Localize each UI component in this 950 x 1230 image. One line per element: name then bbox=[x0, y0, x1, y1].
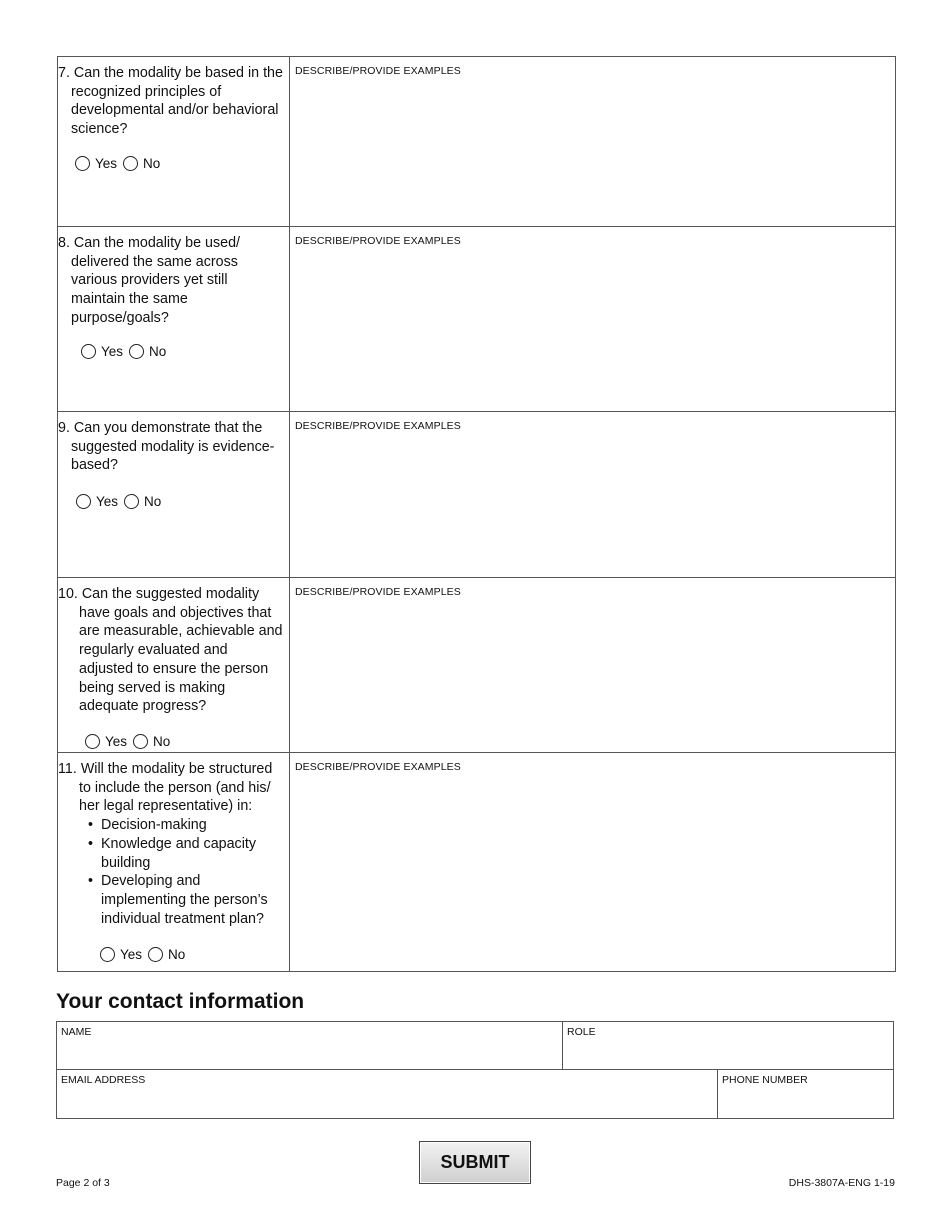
question-8-yes-radio[interactable] bbox=[81, 344, 96, 359]
question-cell-8 bbox=[58, 227, 290, 412]
question-7-text: 7. Can the modality be based in the recognized principles of developmental and/or behavioral science? bbox=[58, 65, 283, 138]
answer-input-10[interactable] bbox=[294, 602, 891, 748]
question-11-text: 11. Will the modality be structured to include the person (and his/ her legal representative) in: bbox=[58, 761, 273, 815]
question-cell-7 bbox=[58, 57, 290, 227]
describe-label-9: DESCRIBE/PROVIDE EXAMPLES bbox=[295, 420, 461, 432]
describe-label-10: DESCRIBE/PROVIDE EXAMPLES bbox=[295, 586, 461, 598]
answer-cell-11 bbox=[290, 753, 896, 972]
phone-label: PHONE NUMBER bbox=[722, 1074, 808, 1086]
question-row-8 bbox=[58, 227, 896, 412]
question-9-yes-radio[interactable] bbox=[76, 494, 91, 509]
phone-field[interactable] bbox=[722, 1092, 889, 1114]
answer-cell-8 bbox=[290, 227, 896, 412]
answer-cell-7 bbox=[290, 57, 896, 227]
question-row-7 bbox=[58, 57, 896, 227]
answer-cell-10 bbox=[290, 578, 896, 753]
name-cell bbox=[57, 1022, 563, 1070]
question-8-text: 8. Can the modality be used/ delivered the same across various providers yet still maintain the same purpose/goals? bbox=[58, 235, 241, 326]
describe-label-11: DESCRIBE/PROVIDE EXAMPLES bbox=[295, 761, 461, 773]
list-item: • Decision-making bbox=[88, 817, 207, 834]
question-10-yes-no: Yes No bbox=[85, 734, 176, 749]
question-cell-10 bbox=[58, 578, 290, 753]
list-item: • Knowledge and capacity building bbox=[88, 835, 256, 871]
email-field[interactable] bbox=[61, 1092, 713, 1114]
question-7-yes-no: Yes No bbox=[75, 156, 166, 171]
contact-form bbox=[56, 1021, 894, 1119]
phone-cell bbox=[718, 1070, 893, 1118]
question-11-no-radio[interactable] bbox=[148, 947, 163, 962]
question-9-yes-no: Yes No bbox=[76, 494, 167, 509]
name-label: NAME bbox=[61, 1026, 92, 1038]
email-label: EMAIL ADDRESS bbox=[61, 1074, 146, 1086]
role-cell bbox=[563, 1022, 893, 1070]
name-field[interactable] bbox=[61, 1043, 558, 1065]
question-11-bullets bbox=[58, 816, 289, 928]
question-row-9 bbox=[58, 412, 896, 578]
questions-table bbox=[57, 56, 896, 972]
submit-button[interactable]: SUBMIT bbox=[419, 1141, 531, 1184]
describe-label-7: DESCRIBE/PROVIDE EXAMPLES bbox=[295, 65, 461, 77]
role-field[interactable] bbox=[567, 1043, 889, 1065]
question-11-yes-no: Yes No bbox=[100, 947, 191, 962]
question-cell-11 bbox=[58, 753, 290, 972]
question-10-text: 10. Can the suggested modality have goals and objectives that are measurable, achievable and regularly evaluated and adjusted to ensure the person being served is making adequate progress? bbox=[58, 586, 283, 715]
answer-input-7[interactable] bbox=[294, 81, 891, 222]
contact-section-title: Your contact information bbox=[56, 990, 305, 1013]
page-number: Page 2 of 3 bbox=[56, 1177, 110, 1189]
question-7-yes-radio[interactable] bbox=[75, 156, 90, 171]
question-9-no-radio[interactable] bbox=[124, 494, 139, 509]
email-cell bbox=[57, 1070, 718, 1118]
answer-input-8[interactable] bbox=[294, 251, 891, 407]
question-9-text: 9. Can you demonstrate that the suggested modality is evidence-based? bbox=[58, 420, 275, 474]
question-10-no-radio[interactable] bbox=[133, 734, 148, 749]
answer-input-9[interactable] bbox=[294, 436, 891, 573]
answer-cell-9 bbox=[290, 412, 896, 578]
question-7-no-radio[interactable] bbox=[123, 156, 138, 171]
question-11-yes-radio[interactable] bbox=[100, 947, 115, 962]
question-8-yes-no: Yes No bbox=[81, 344, 172, 359]
question-row-10 bbox=[58, 578, 896, 753]
list-item: • Developing and implementing the person’s individual treatment plan? bbox=[88, 873, 268, 927]
question-8-no-radio[interactable] bbox=[129, 344, 144, 359]
answer-input-11[interactable] bbox=[294, 777, 891, 967]
question-cell-9 bbox=[58, 412, 290, 578]
question-row-11 bbox=[58, 753, 896, 972]
role-label: ROLE bbox=[567, 1026, 596, 1038]
form-id: DHS-3807A-ENG 1-19 bbox=[788, 1177, 895, 1189]
question-10-yes-radio[interactable] bbox=[85, 734, 100, 749]
describe-label-8: DESCRIBE/PROVIDE EXAMPLES bbox=[295, 235, 461, 247]
